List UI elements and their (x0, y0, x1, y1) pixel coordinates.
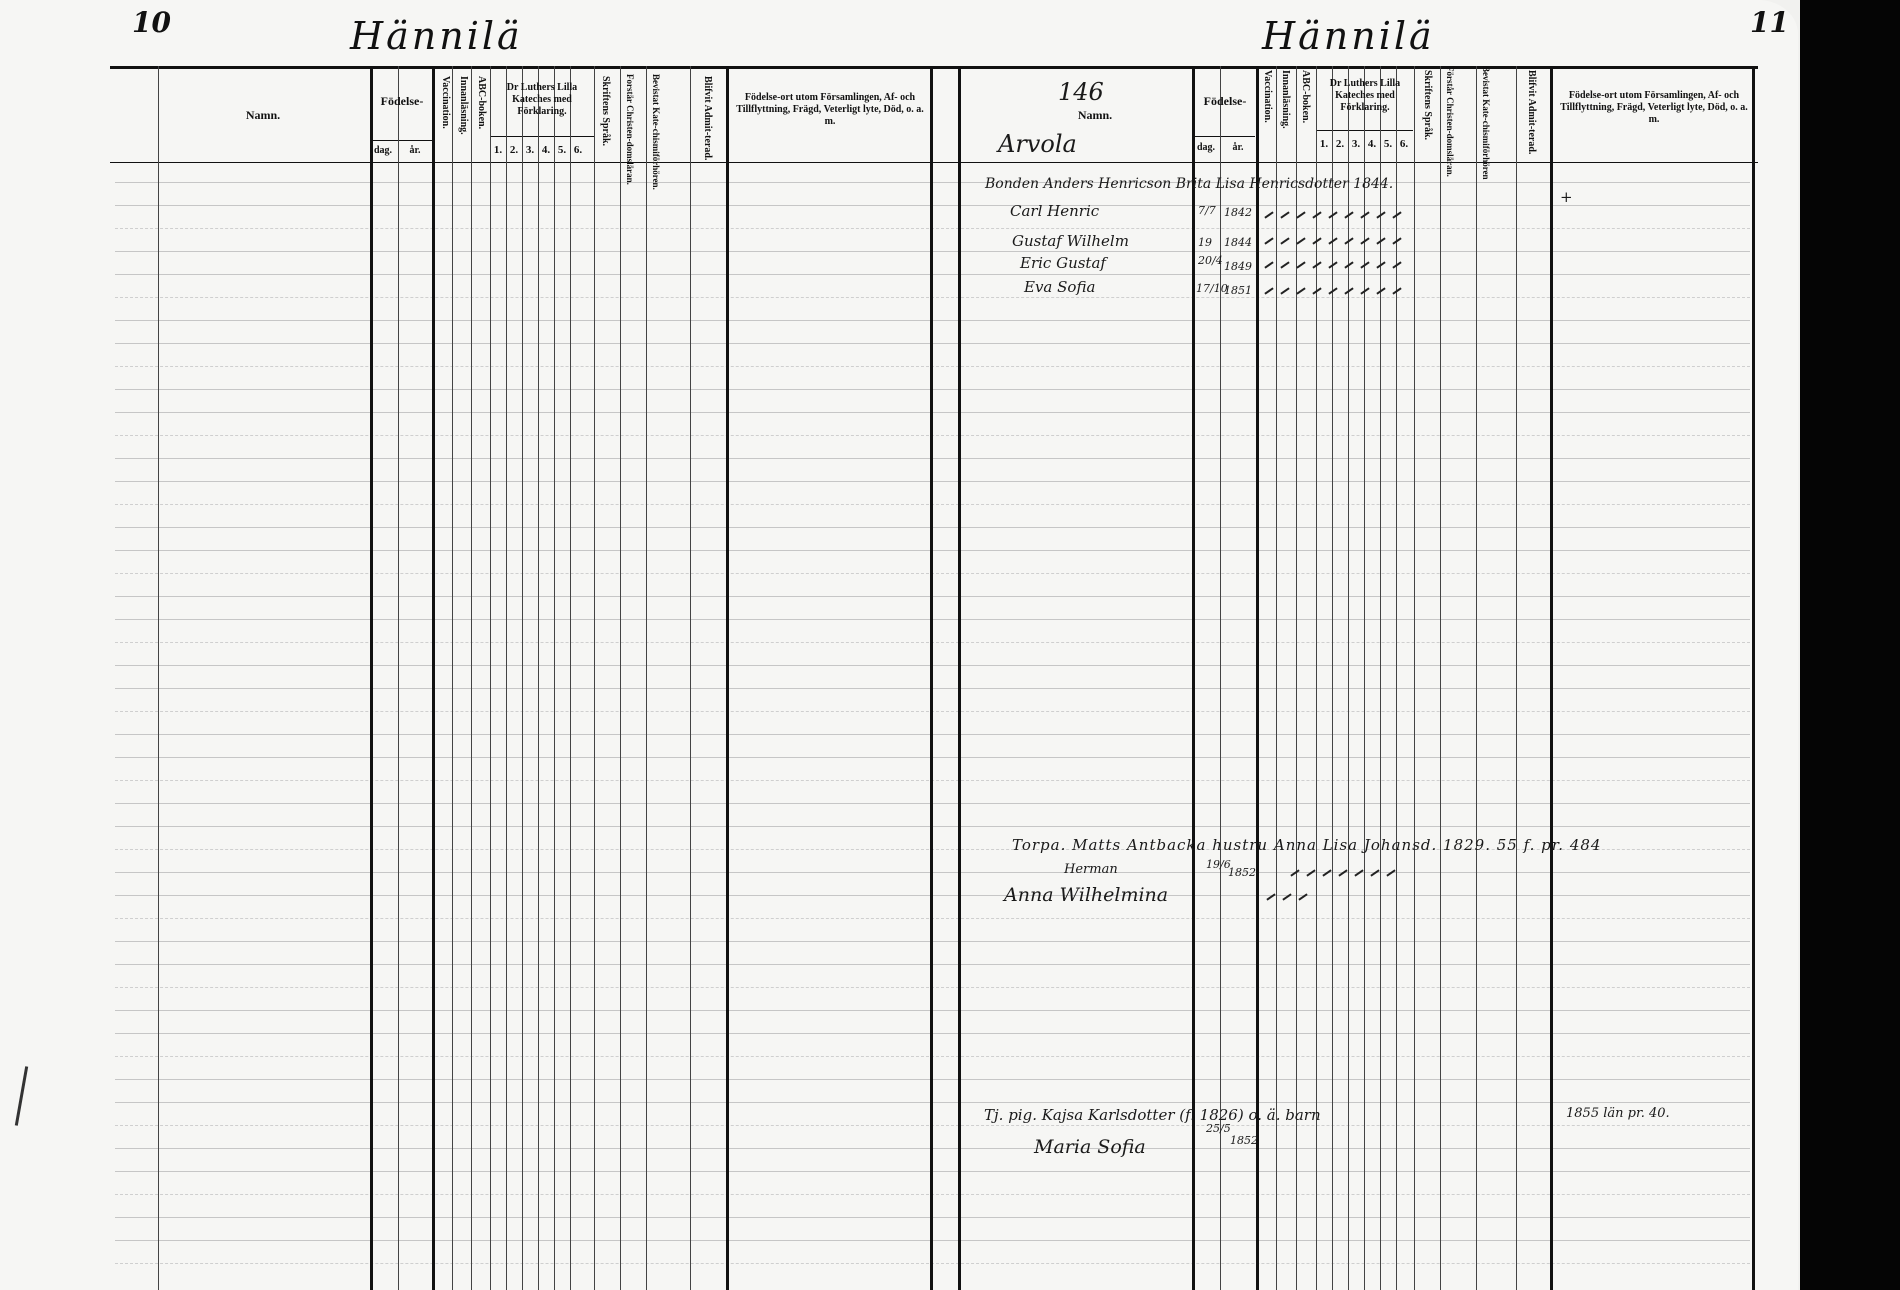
column-line (1414, 66, 1415, 1290)
right-header-namn: Namn. (1077, 108, 1113, 122)
right-page-title: Hännilä (1262, 14, 1435, 58)
column-line (690, 66, 691, 1290)
family-1-remark: + (1560, 188, 1573, 206)
family-3-child-1-year: 1852 (1230, 1134, 1258, 1147)
family-1-child-4-year: 1851 (1224, 284, 1252, 297)
column-line (958, 66, 961, 1290)
right-header-innanlasning: Innanläsning. (1280, 70, 1291, 129)
column-line (506, 66, 507, 1290)
left-header-luther: Dr Luthers Lilla Kateches med Förklaring. (506, 82, 578, 117)
column-line (554, 66, 555, 1290)
right-page-number: 11 (1750, 6, 1789, 39)
left-header-innanlasning: Innanläsning. (458, 76, 469, 135)
family-1-child-4-day: 17/10 (1196, 282, 1228, 295)
family-1-child-2-name: Gustaf Wilhelm (1012, 232, 1129, 250)
column-line (930, 66, 933, 1290)
column-line (570, 66, 571, 1290)
luther-column-number: 4. (1367, 138, 1377, 150)
column-line (1550, 66, 1553, 1290)
top-rule (110, 66, 1758, 69)
right-header-place: Arvola (998, 130, 1077, 158)
family-1-child-1-day: 7/7 (1198, 204, 1216, 217)
right-header-abc: ABC-boken. (1300, 70, 1311, 124)
column-line (1380, 66, 1381, 1290)
left-header-christendom: Forstär Christen-domsläran. (625, 74, 635, 185)
left-header-ar: år. (409, 145, 421, 156)
column-line (1440, 66, 1441, 1290)
family-1-child-1-name: Carl Henric (1010, 202, 1100, 220)
left-page-number: 10 (132, 6, 171, 39)
left-header-dag: dag. (373, 145, 393, 156)
family-3-head: Tj. pig. Kajsa Karlsdotter (f. 1826) o. ä. barn (984, 1106, 1321, 1124)
family-2-head: Torpa. Matts Antbacka hustru Anna Lisa Johansd. 1829. 55 f. pr. 484 (1012, 836, 1602, 854)
family-3-child-1-name: Maria Sofia (1034, 1136, 1146, 1158)
right-header-luther: Dr Luthers Lilla Kateches med Förklaring. (1329, 78, 1401, 113)
column-line (1476, 66, 1477, 1290)
left-header-admitterad: Blifvit Admit-terad. (702, 76, 713, 161)
luther-column-number: 2. (509, 144, 519, 156)
family-2-child-1-day: 19/6 (1206, 858, 1231, 871)
luther-column-number: 5. (1383, 138, 1393, 150)
luther-column-number: 4. (541, 144, 551, 156)
column-line (620, 66, 621, 1290)
left-header-namn: Namn. (245, 108, 281, 122)
luther-column-number: 3. (1351, 138, 1361, 150)
family-1-child-3-name: Eric Gustaf (1020, 254, 1106, 272)
family-2-child-2-name: Anna Wilhelmina (1004, 884, 1169, 906)
family-3-child-1-day: 25/5 (1206, 1122, 1231, 1135)
right-fodelse-subrule (1193, 136, 1255, 137)
header-bottom-rule (110, 162, 1758, 163)
right-header-vaccination: Vaccination. (1262, 70, 1273, 123)
column-line (452, 66, 453, 1290)
right-header-fodelse: Födelse- (1203, 94, 1247, 108)
luther-column-number: 2. (1335, 138, 1345, 150)
column-line (398, 66, 399, 1290)
luther-column-number: 6. (1399, 138, 1409, 150)
column-line (370, 66, 373, 1290)
column-line (522, 66, 523, 1290)
right-header-admitterad: Blifvit Admit-terad. (1526, 70, 1537, 155)
family-1-child-3-year: 1849 (1224, 260, 1252, 273)
left-header-bevistat: Bevistat Kate-chismiförhören. (651, 74, 661, 190)
left-header-abc: ABC-boken. (476, 76, 487, 130)
left-header-fodelse-ort: Födelse-ort utom Församlingen, Af- och Tillflyttning, Frägd, Veterligt lyte, Död, o. a. m. (736, 92, 924, 127)
column-line (1348, 66, 1349, 1290)
luther-column-number: 1. (493, 144, 503, 156)
luther-column-number: 3. (525, 144, 535, 156)
right-header-dag: dag. (1196, 142, 1216, 153)
left-page-title: Hännilä (350, 14, 523, 58)
luther-column-number: 5. (557, 144, 567, 156)
family-3-remark: 1855 län pr. 40. (1566, 1106, 1670, 1121)
column-line (1752, 66, 1755, 1290)
family-2-child-1-name: Herman (1064, 862, 1118, 877)
family-1-head: Bonden Anders Henricson Brita Lisa Henricsdotter 1844. (985, 176, 1394, 192)
column-line (432, 66, 435, 1290)
left-header-fodelse: Födelse- (380, 94, 424, 108)
column-line (1364, 66, 1365, 1290)
right-header-ar: år. (1232, 142, 1244, 153)
family-1-child-3-day: 20/4 (1198, 254, 1223, 267)
family-1-child-4-name: Eva Sofia (1024, 278, 1096, 296)
column-line (1516, 66, 1517, 1290)
right-page (958, 0, 1798, 1290)
right-header-christendom: Förstår Christen-domsläran. (1445, 66, 1455, 177)
column-line (1396, 66, 1397, 1290)
right-header-number: 146 (1058, 78, 1104, 106)
column-line (726, 66, 729, 1290)
scan-background (1800, 0, 1900, 1290)
right-header-skriftens: Skriftens Språk. (1422, 70, 1433, 141)
column-line (490, 66, 491, 1290)
right-header-bevistat: Bevistat Kate-chismiförhören (1481, 66, 1491, 180)
family-2-child-1-year: 1852 (1228, 866, 1256, 879)
family-1-child-2-year: 1844 (1224, 236, 1252, 249)
column-line (646, 66, 647, 1290)
left-header-vaccination: Vaccination. (440, 76, 451, 129)
right-header-fodelse-ort: Födelse-ort utom Församlingen, Af- och Tillflyttning, Frägd, Veterligt lyte, Död, o. a. m. (1560, 90, 1748, 125)
left-fodelse-subrule (370, 140, 432, 141)
column-line (538, 66, 539, 1290)
family-1-child-2-day: 19 (1198, 236, 1212, 249)
column-line (471, 66, 472, 1290)
luther-column-number: 1. (1319, 138, 1329, 150)
left-header-skriftens: Skriftens Språk. (600, 76, 611, 147)
column-line (158, 66, 159, 1290)
column-line (594, 66, 595, 1290)
family-1-child-1-year: 1842 (1224, 206, 1252, 219)
luther-column-number: 6. (573, 144, 583, 156)
column-line (1332, 66, 1333, 1290)
